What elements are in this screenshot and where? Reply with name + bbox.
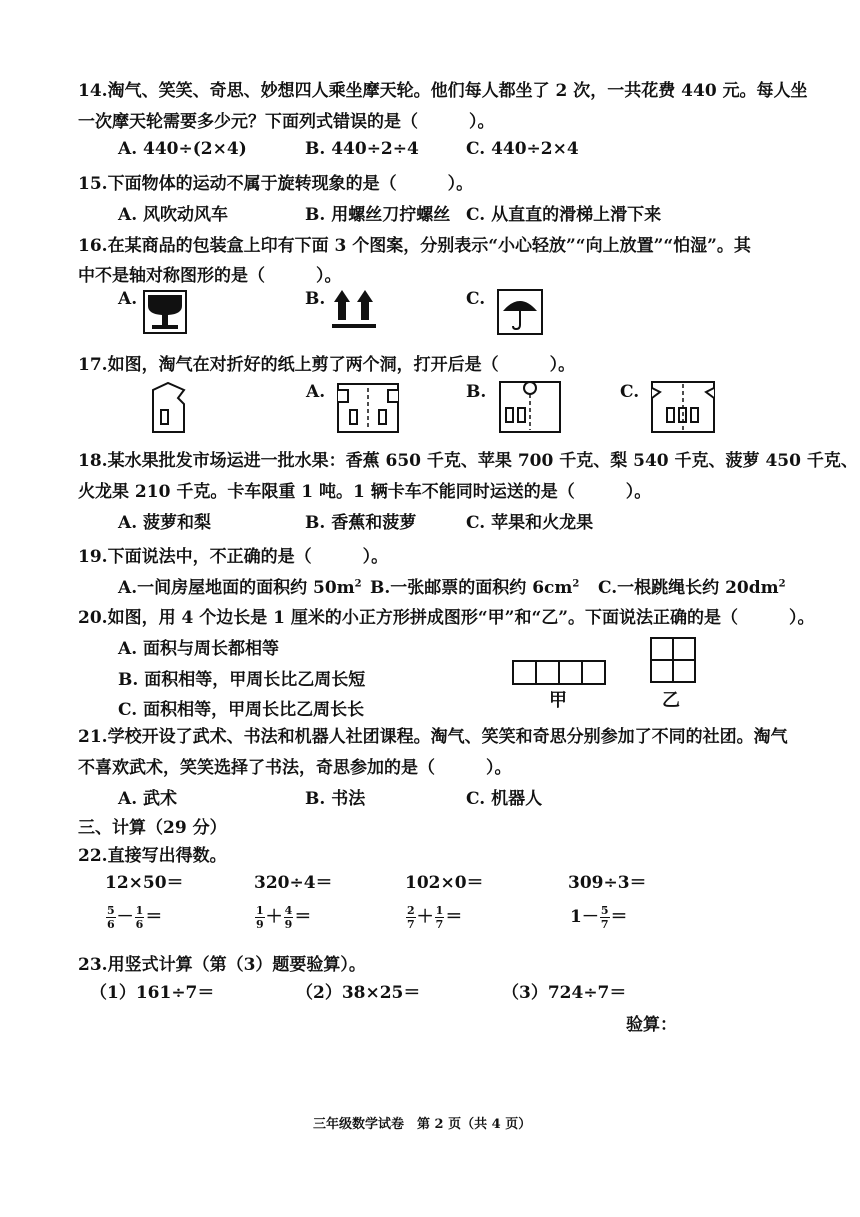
q22-fraction-item-2: $\frac{1}{9}$ ＋ $\frac{4}{9}$ ＝ bbox=[256, 904, 312, 931]
q14-stem-line2: 一次摩天轮需要多少元？下面列式错误的是（ ）。 bbox=[78, 112, 495, 132]
q15-option-a: A. 风吹动风车 bbox=[118, 205, 229, 225]
q22-fraction-item-4: 1－ $\frac{5}{7}$ ＝ bbox=[570, 904, 628, 931]
q17-stem: 17.如图，淘气在对折好的纸上剪了两个洞，打开后是（ ）。 bbox=[78, 355, 576, 375]
keep-dry-umbrella-icon bbox=[497, 289, 543, 335]
q14-option-c: C. 440÷2×4 bbox=[466, 139, 579, 159]
label-jia: 甲 bbox=[549, 690, 567, 711]
q17-option-c: C. bbox=[620, 382, 640, 402]
q19-option-a: A.一间房屋地面的面积约 $50m^2$ bbox=[118, 578, 362, 598]
q17-option-a: A. bbox=[306, 382, 326, 402]
q17-option-b: B. bbox=[466, 382, 487, 402]
q22-title: 22.直接写出得数。 bbox=[78, 846, 227, 866]
q20-stem: 20.如图，用 4 个边长是 1 厘米的小正方形拼成图形“甲”和“乙”。下面说法正确的是（ ）。 bbox=[78, 608, 815, 628]
q21-option-b: B. 书法 bbox=[305, 789, 366, 809]
q18-option-c: C. 苹果和火龙果 bbox=[466, 513, 594, 533]
q22-item-1: 12×50＝ bbox=[105, 873, 184, 893]
section-title-calculation: 三、计算（29 分） bbox=[78, 818, 227, 838]
q20-option-a: A. 面积与周长都相等 bbox=[118, 639, 280, 659]
folded-paper-figure bbox=[150, 380, 186, 434]
q20-option-b: B. 面积相等，甲周长比乙周长短 bbox=[118, 670, 366, 690]
q14-option-a: A. 440÷(2×4) bbox=[118, 139, 247, 159]
q22-item-3: 102×0＝ bbox=[405, 873, 484, 893]
page-footer: 三年级数学试卷 第 2 页（共 4 页） bbox=[313, 1117, 532, 1132]
option-c-paper-figure bbox=[650, 380, 716, 434]
q20-option-c: C. 面积相等，甲周长比乙周长长 bbox=[118, 700, 365, 720]
figure-yi-squares bbox=[650, 637, 696, 683]
q23-problem-1: （1）161÷7＝ bbox=[90, 983, 215, 1003]
q16-stem-line1: 16.在某商品的包装盒上印有下面 3 个图案，分别表示“小心轻放”“向上放置”“怕湿”。其 bbox=[78, 236, 751, 256]
q19-option-c: C.一根跳绳长约 $20dm^2$ bbox=[598, 578, 786, 598]
fragile-glass-icon bbox=[143, 290, 187, 334]
q18-option-a: A. 菠萝和梨 bbox=[118, 513, 212, 533]
q22-fraction-item-1: $\frac{5}{6}$ － $\frac{1}{6}$ ＝ bbox=[107, 904, 163, 931]
q16-option-b: B. bbox=[305, 289, 326, 309]
figure-jia-squares bbox=[512, 660, 606, 686]
q23-problem-2: （2）38×25＝ bbox=[296, 983, 421, 1003]
q23-title: 23.用竖式计算（第（3）题要验算）。 bbox=[78, 955, 366, 975]
option-a-paper-figure bbox=[336, 382, 400, 434]
q15-stem: 15.下面物体的运动不属于旋转现象的是（ ）。 bbox=[78, 174, 474, 194]
option-b-paper-figure bbox=[498, 378, 562, 434]
label-yi: 乙 bbox=[662, 690, 680, 711]
q22-item-2: 320÷4＝ bbox=[254, 873, 333, 893]
q21-option-a: A. 武术 bbox=[118, 789, 178, 809]
q16-option-c: C. bbox=[466, 289, 486, 309]
q15-option-b: B. 用螺丝刀拧螺丝 bbox=[305, 205, 451, 225]
q21-stem-line1: 21.学校开设了武术、书法和机器人社团课程。淘气、笑笑和奇思分别参加了不同的社团。淘气 bbox=[78, 727, 788, 747]
q23-problem-3: （3）724÷7＝ bbox=[502, 983, 627, 1003]
q22-item-4: 309÷3＝ bbox=[568, 873, 647, 893]
q21-stem-line2: 不喜欢武术，笑笑选择了书法，奇思参加的是（ ）。 bbox=[78, 758, 512, 778]
q14-stem-line1: 14.淘气、笑笑、奇思、妙想四人乘坐摩天轮。他们每人都坐了 2 次，一共花费 440 元。每人坐 bbox=[78, 81, 808, 101]
q16-option-a: A. bbox=[118, 289, 138, 309]
q18-stem-line2: 火龙果 210 千克。卡车限重 1 吨。1 辆卡车不能同时运送的是（ ）。 bbox=[78, 482, 652, 502]
q21-option-c: C. 机器人 bbox=[466, 789, 543, 809]
q14-option-b: B. 440÷2÷4 bbox=[305, 139, 419, 159]
q19-option-b: B.一张邮票的面积约 $6cm^2$ bbox=[370, 578, 580, 598]
q16-stem-line2: 中不是轴对称图形的是（ ）。 bbox=[78, 266, 342, 286]
q22-fraction-item-3: $\frac{2}{7}$ ＋ $\frac{1}{7}$ ＝ bbox=[407, 904, 463, 931]
q19-stem: 19.下面说法中，不正确的是（ ）。 bbox=[78, 547, 389, 567]
q23-check-label: 验算： bbox=[626, 1015, 677, 1035]
q15-option-c: C. 从直直的滑梯上滑下来 bbox=[466, 205, 662, 225]
q18-stem-line1: 18.某水果批发市场运进一批水果：香蕉 650 千克、苹果 700 千克、梨 540 千克、菠萝 450 千克、 bbox=[78, 451, 858, 471]
this-way-up-icon bbox=[330, 290, 378, 330]
q18-option-b: B. 香蕉和菠萝 bbox=[305, 513, 417, 533]
